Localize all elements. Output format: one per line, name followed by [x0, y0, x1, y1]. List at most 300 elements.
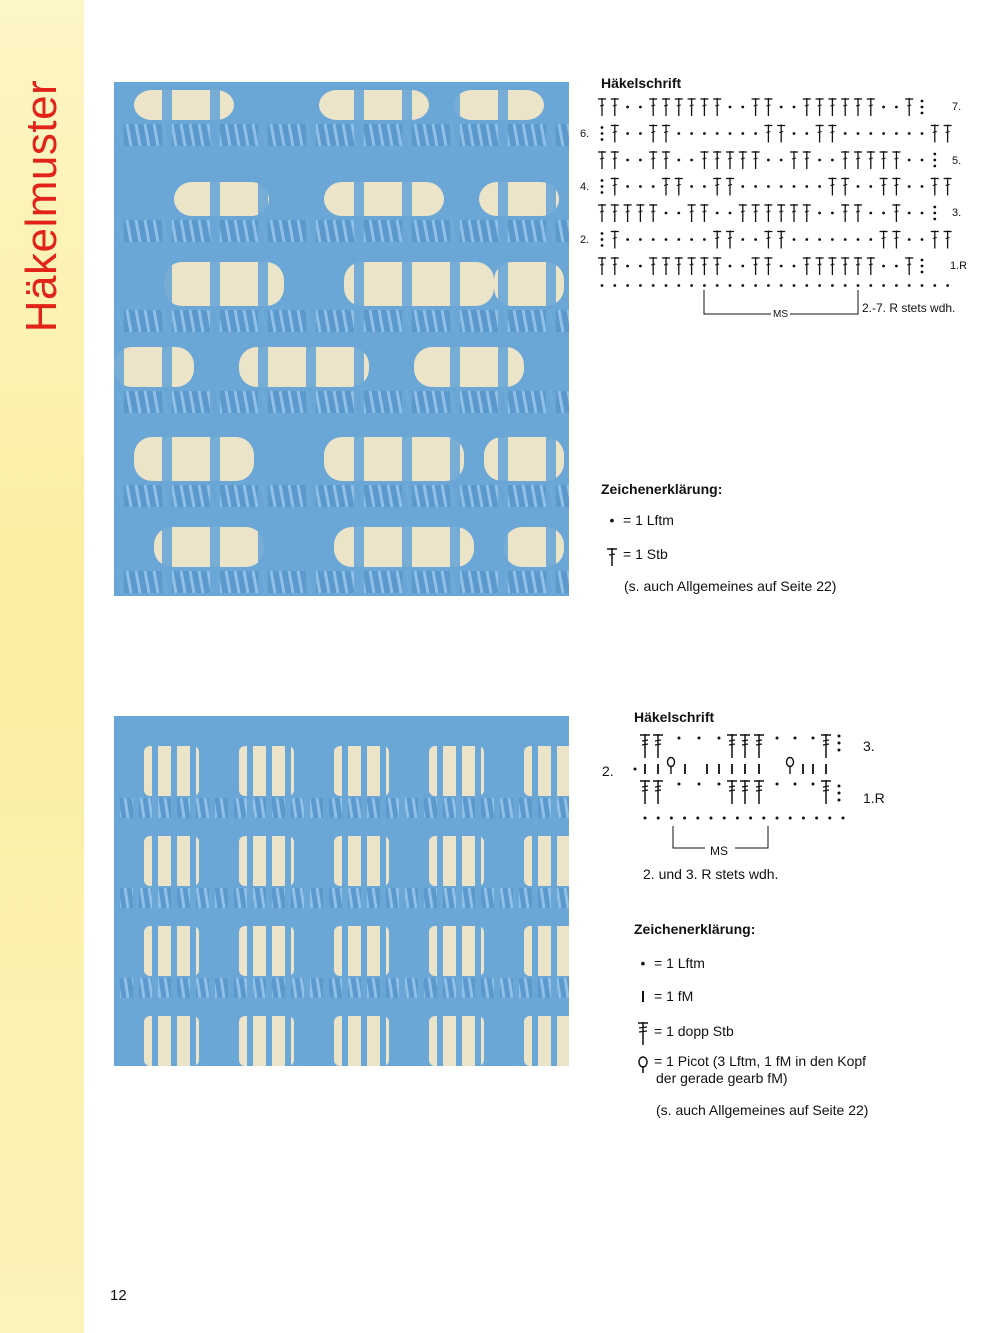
chain-dot	[793, 185, 796, 188]
stitch-dopp-stb-bar	[756, 786, 762, 787]
stitch-stb-bar	[702, 264, 706, 265]
chain-dot	[857, 185, 860, 188]
chain-dot	[670, 817, 673, 820]
stitch-stb-bar	[818, 132, 822, 133]
vertical-post	[546, 82, 556, 596]
legend-heading-2: Zeichenerklärung:	[634, 921, 756, 937]
turn-dot	[601, 185, 604, 188]
stitch-dopp-stb-bar	[642, 790, 648, 791]
chain-dot	[805, 132, 808, 135]
stitch-picot	[787, 758, 794, 767]
foundation-dot	[626, 284, 629, 287]
chain-dot	[698, 737, 701, 740]
stitch-dopp-stb-bar	[655, 744, 661, 745]
stitch-dopp-stb-bar	[655, 790, 661, 791]
foundation-dot	[741, 284, 744, 287]
stitch-stb-bar	[766, 238, 770, 239]
chain-dot	[869, 238, 872, 241]
foundation-dot	[908, 284, 911, 287]
chain-dot	[665, 238, 668, 241]
stitch-stb-bar	[869, 264, 873, 265]
chain-dot	[780, 185, 783, 188]
vertical-post	[532, 716, 538, 1066]
foundation-dot	[652, 284, 655, 287]
stitch-stb-bar	[779, 132, 783, 133]
row-label-1b: 1.R	[863, 790, 885, 806]
stitch-stb-bar	[754, 211, 758, 212]
double-crochet-icon	[603, 545, 621, 567]
chain-dot	[639, 106, 642, 109]
stitch-stb-bar	[792, 158, 796, 159]
section-title: Häkelmuster	[17, 79, 66, 333]
turn-dot	[838, 749, 841, 752]
stitch-dopp-stb-bar	[655, 786, 661, 787]
foundation-dot	[844, 284, 847, 287]
stitch-stb-bar	[894, 158, 898, 159]
chain-dot	[895, 132, 898, 135]
stitch-stb-bar	[728, 185, 732, 186]
stitch-dopp-stb-bar	[742, 786, 748, 787]
chain-dot	[677, 132, 680, 135]
chain-dot	[831, 238, 834, 241]
mesh-opening	[524, 746, 569, 796]
vertical-post	[258, 82, 268, 596]
chain-dot	[644, 817, 647, 820]
vertical-post	[342, 716, 348, 1066]
mesh-opening	[319, 90, 429, 120]
note-2: (s. auch Allgemeines auf Seite 22)	[656, 1102, 869, 1118]
stitch-stb-bar	[754, 264, 758, 265]
chain-dot	[842, 817, 845, 820]
stitch-stb-bar	[792, 211, 796, 212]
chain-dot	[754, 238, 757, 241]
crochet-texture-1	[114, 82, 569, 596]
stitch-stb-bar	[766, 132, 770, 133]
chain-dot	[626, 159, 629, 162]
turn-dot	[933, 153, 936, 156]
stitch-stb-bar	[702, 158, 706, 159]
stitch-stb-bar	[907, 105, 911, 106]
chain-dot	[626, 185, 629, 188]
chain-dot	[626, 106, 629, 109]
stitch-stb-bar	[946, 238, 950, 239]
stitch-stb-bar	[843, 185, 847, 186]
stitch-stb-bar	[779, 211, 783, 212]
stitch-stb-bar	[754, 158, 758, 159]
treble-crochet-icon	[634, 1020, 652, 1046]
chain-dot	[677, 159, 680, 162]
row-label-1: 1.R	[950, 260, 968, 272]
chain-dot	[794, 783, 797, 786]
chain-dot	[634, 768, 637, 771]
vertical-post	[171, 716, 177, 1066]
chain-dot	[869, 185, 872, 188]
turn-dot	[933, 206, 936, 209]
chain-dot	[741, 106, 744, 109]
chain-dot	[793, 132, 796, 135]
stitch-stb-bar	[882, 238, 886, 239]
chain-dot	[626, 265, 629, 268]
foundation-dot	[793, 284, 796, 287]
chain-dot	[776, 817, 779, 820]
stitch-stb-bar	[677, 264, 681, 265]
stitch-stb-bar	[651, 132, 655, 133]
chain-dot	[882, 212, 885, 215]
stitch-dopp-stb-bar	[823, 786, 829, 787]
vertical-post	[304, 716, 310, 1066]
foundation-dot	[601, 284, 604, 287]
stitch-stb-bar	[690, 105, 694, 106]
chain-dot	[831, 159, 834, 162]
stitch-stb-bar	[702, 105, 706, 106]
turn-dot	[933, 159, 936, 162]
stitch-stb-bar	[664, 158, 668, 159]
stitch-stb-bar	[664, 132, 668, 133]
vertical-post	[513, 716, 519, 1066]
chain-dot	[793, 238, 796, 241]
stitch-dopp-stb-bar	[742, 790, 748, 791]
chain-dot	[729, 265, 732, 268]
chain-dot	[812, 737, 815, 740]
turn-dot	[601, 179, 604, 182]
chain-dot	[818, 212, 821, 215]
chain-dot	[869, 212, 872, 215]
repeat-bracket	[704, 290, 771, 314]
crochet-photo-2	[114, 716, 569, 1066]
stitch-picot	[668, 758, 675, 767]
stitch-stb-bar	[728, 238, 732, 239]
foundation-dot	[805, 284, 808, 287]
chain-dot	[767, 185, 770, 188]
chain-dot	[908, 238, 911, 241]
foundation-dot	[933, 284, 936, 287]
stitch-stb-bar	[715, 158, 719, 159]
stitch-dopp-stb-bar	[729, 790, 735, 791]
chain-dot	[908, 212, 911, 215]
crochet-texture-2	[114, 716, 569, 1066]
vertical-post	[402, 82, 412, 596]
chain-dot	[780, 265, 783, 268]
mesh-opening	[324, 182, 444, 216]
turn-dot	[933, 165, 936, 168]
vertical-post	[228, 716, 234, 1066]
mesh-opening	[324, 437, 464, 481]
single-crochet-icon	[634, 988, 652, 1004]
crochet-chart-2	[625, 728, 857, 863]
stitch-stb-bar	[882, 185, 886, 186]
stitch-stb-bar	[690, 264, 694, 265]
stitch-stb-bar	[715, 264, 719, 265]
foundation-dot	[690, 284, 693, 287]
chain-dot	[762, 817, 765, 820]
chain-dot	[844, 132, 847, 135]
dot-icon: •	[609, 512, 615, 528]
foundation-dot	[818, 284, 821, 287]
chain-dot	[639, 132, 642, 135]
vertical-post	[114, 716, 120, 1066]
vertical-post	[437, 716, 443, 1066]
chain-dot	[921, 159, 924, 162]
stitch-dopp-stb-bar	[742, 744, 748, 745]
chain-dot	[677, 212, 680, 215]
stitch-stb-bar	[600, 105, 604, 106]
chain-dot	[729, 106, 732, 109]
chain-dot	[882, 265, 885, 268]
chain-dot	[678, 783, 681, 786]
stitch-stb-bar	[626, 211, 630, 212]
turn-dot	[921, 112, 924, 115]
turn-dot	[601, 132, 604, 135]
stitch-dopp-stb-bar	[742, 740, 748, 741]
turn-dot	[921, 259, 924, 262]
stitch-stb-bar	[613, 211, 617, 212]
chain-dot	[789, 817, 792, 820]
stitch-stb-bar	[856, 264, 860, 265]
chain-dot	[793, 106, 796, 109]
chain-dot	[690, 185, 693, 188]
foundation-dot	[895, 284, 898, 287]
stitch-dopp-stb-bar	[756, 744, 762, 745]
vertical-post	[475, 716, 481, 1066]
vertical-post	[247, 716, 253, 1066]
chain-dot	[698, 783, 701, 786]
chain-dot	[815, 817, 818, 820]
chain-dot	[882, 106, 885, 109]
stitch-stb-bar	[830, 264, 834, 265]
chain-dot	[857, 238, 860, 241]
chain-dot	[665, 212, 668, 215]
chain-dot	[793, 265, 796, 268]
row-label-4: 4.	[580, 181, 590, 193]
stitch-stb-bar	[805, 211, 809, 212]
chain-dot	[844, 238, 847, 241]
repeat-label-2: MS	[710, 844, 728, 858]
stitch-stb-bar	[613, 105, 617, 106]
vertical-post	[190, 716, 196, 1066]
crochet-photo-1	[114, 82, 569, 596]
vertical-post	[551, 716, 557, 1066]
stitch-stb-bar	[600, 211, 604, 212]
vertical-post	[494, 716, 500, 1066]
foundation-dot	[882, 284, 885, 287]
stitch-stb-bar	[766, 105, 770, 106]
chain-dot	[716, 132, 719, 135]
chain-dot	[818, 159, 821, 162]
stitch-stb-bar	[702, 211, 706, 212]
stitch-stb-bar	[651, 158, 655, 159]
turn-dot	[933, 212, 936, 215]
stitch-stb-bar	[638, 211, 642, 212]
stitch-dopp-stb-bar	[729, 786, 735, 787]
turn-dot	[601, 191, 604, 194]
chain-dot	[895, 265, 898, 268]
chain-dot	[749, 817, 752, 820]
foundation-dot	[780, 284, 783, 287]
stitch-stb-bar	[651, 105, 655, 106]
stitch-stb-bar	[818, 264, 822, 265]
chain-dot	[754, 132, 757, 135]
vertical-post	[450, 82, 460, 596]
vertical-post	[498, 82, 508, 596]
stitch-stb-bar	[933, 185, 937, 186]
stitch-stb-bar	[805, 105, 809, 106]
vertical-post	[456, 716, 462, 1066]
stitch-stb-bar	[677, 185, 681, 186]
turn-dot	[601, 126, 604, 129]
chain-dot	[776, 783, 779, 786]
turn-dot	[601, 232, 604, 235]
foundation-dot	[716, 284, 719, 287]
stitch-stb-bar	[651, 264, 655, 265]
mesh-opening	[524, 926, 569, 976]
stitch-stb-bar	[741, 158, 745, 159]
chain-dot	[690, 159, 693, 162]
vertical-post	[114, 82, 124, 596]
chain-dot	[652, 238, 655, 241]
turn-dot	[838, 799, 841, 802]
chain-dot	[895, 106, 898, 109]
stitch-dopp-stb-bar	[729, 740, 735, 741]
crochet-chart-1	[596, 92, 968, 322]
stitch-stb-bar	[818, 105, 822, 106]
repeat-bracket	[790, 290, 858, 314]
chain-dot	[652, 185, 655, 188]
chain-dot	[818, 185, 821, 188]
stitch-stb-bar	[600, 158, 604, 159]
chain-dot	[716, 212, 719, 215]
stitch-stb-bar	[843, 158, 847, 159]
legend-item-stb: = 1 Stb	[603, 545, 668, 567]
foundation-dot	[639, 284, 642, 287]
chain-dot	[718, 737, 721, 740]
stitch-stb-bar	[843, 211, 847, 212]
foundation-dot	[677, 284, 680, 287]
stitch-stb-bar	[856, 105, 860, 106]
stitch-stb-bar	[664, 185, 668, 186]
stitch-dopp-stb-bar	[642, 786, 648, 787]
row-label-3: 3.	[952, 207, 962, 219]
legend-item-dopp-stb: = 1 dopp Stb	[634, 1020, 734, 1046]
chain-dot	[857, 132, 860, 135]
chain-dot	[908, 132, 911, 135]
stitch-stb-bar	[613, 132, 617, 133]
stitch-stb-bar	[830, 132, 834, 133]
stitch-stb-bar	[843, 264, 847, 265]
foundation-dot	[857, 284, 860, 287]
vertical-post	[285, 716, 291, 1066]
repeat-note-1: 2.-7. R stets wdh.	[862, 301, 956, 315]
row-label-2b: 2.	[602, 763, 614, 779]
chain-dot	[869, 132, 872, 135]
chain-dot	[696, 817, 699, 820]
stitch-dopp-stb-bar	[655, 740, 661, 741]
chain-dot	[723, 817, 726, 820]
stitch-stb-bar	[766, 264, 770, 265]
chain-dot	[741, 265, 744, 268]
stitch-stb-bar	[677, 105, 681, 106]
vertical-post	[361, 716, 367, 1066]
row-label-5: 5.	[952, 155, 962, 167]
foundation-dot	[869, 284, 872, 287]
stitch-stb-bar	[894, 211, 898, 212]
chain-dot	[812, 783, 815, 786]
chain-dot	[729, 132, 732, 135]
stitch-stb-bar	[741, 211, 745, 212]
chain-dot	[831, 212, 834, 215]
vertical-post	[380, 716, 386, 1066]
chain-dot	[921, 132, 924, 135]
stitch-stb-bar	[766, 211, 770, 212]
vertical-post	[133, 716, 139, 1066]
stitch-stb-bar	[933, 132, 937, 133]
chain-dot	[780, 106, 783, 109]
legend-item-picot-cont: der gerade gearb fM)	[656, 1070, 788, 1086]
chain-dot	[741, 238, 744, 241]
stitch-stb-bar	[715, 185, 719, 186]
stitch-dopp-stb-bar	[642, 744, 648, 745]
page-number: 12	[110, 1287, 127, 1304]
vertical-post	[399, 716, 405, 1066]
turn-dot	[921, 100, 924, 103]
foundation-dot	[754, 284, 757, 287]
mesh-opening	[134, 437, 254, 481]
stitch-stb-bar	[907, 264, 911, 265]
stitch-stb-bar	[805, 158, 809, 159]
stitch-stb-bar	[613, 158, 617, 159]
stitch-stb-bar	[664, 105, 668, 106]
chain-dot	[718, 783, 721, 786]
mesh-opening	[174, 182, 269, 216]
foundation-dot	[767, 284, 770, 287]
chain-dot	[805, 238, 808, 241]
vertical-post	[354, 82, 364, 596]
turn-dot	[838, 785, 841, 788]
repeat-label-1: MS	[773, 309, 788, 320]
turn-dot	[921, 106, 924, 109]
stitch-stb-bar	[715, 105, 719, 106]
foundation-dot	[665, 284, 668, 287]
chain-dot	[818, 238, 821, 241]
stitch-stb-bar	[600, 264, 604, 265]
chart-heading-2: Häkelschrift	[634, 709, 715, 725]
chain-dot	[908, 185, 911, 188]
mesh-opening	[114, 347, 194, 387]
legend-item-lftm-2: • = 1 Lftm	[634, 955, 705, 971]
chain-dot	[908, 159, 911, 162]
stitch-stb-bar	[882, 158, 886, 159]
chain-dot	[828, 817, 831, 820]
row-label-6: 6.	[580, 128, 590, 140]
stitch-dopp-stb-bar	[642, 740, 648, 741]
stitch-dopp-stb-bar	[729, 744, 735, 745]
stitch-stb-bar	[613, 185, 617, 186]
vertical-post	[209, 716, 215, 1066]
chain-dot	[678, 737, 681, 740]
chain-dot	[921, 212, 924, 215]
stitch-stb-bar	[728, 158, 732, 159]
mesh-opening	[524, 836, 569, 886]
chain-dot	[657, 817, 660, 820]
stitch-stb-bar	[830, 105, 834, 106]
stitch-stb-bar	[613, 238, 617, 239]
vertical-post	[323, 716, 329, 1066]
foundation-dot	[729, 284, 732, 287]
chain-dot	[805, 185, 808, 188]
stitch-dopp-stb-bar	[823, 740, 829, 741]
picot-icon	[634, 1053, 652, 1074]
chain-dot	[639, 265, 642, 268]
turn-dot	[601, 238, 604, 241]
